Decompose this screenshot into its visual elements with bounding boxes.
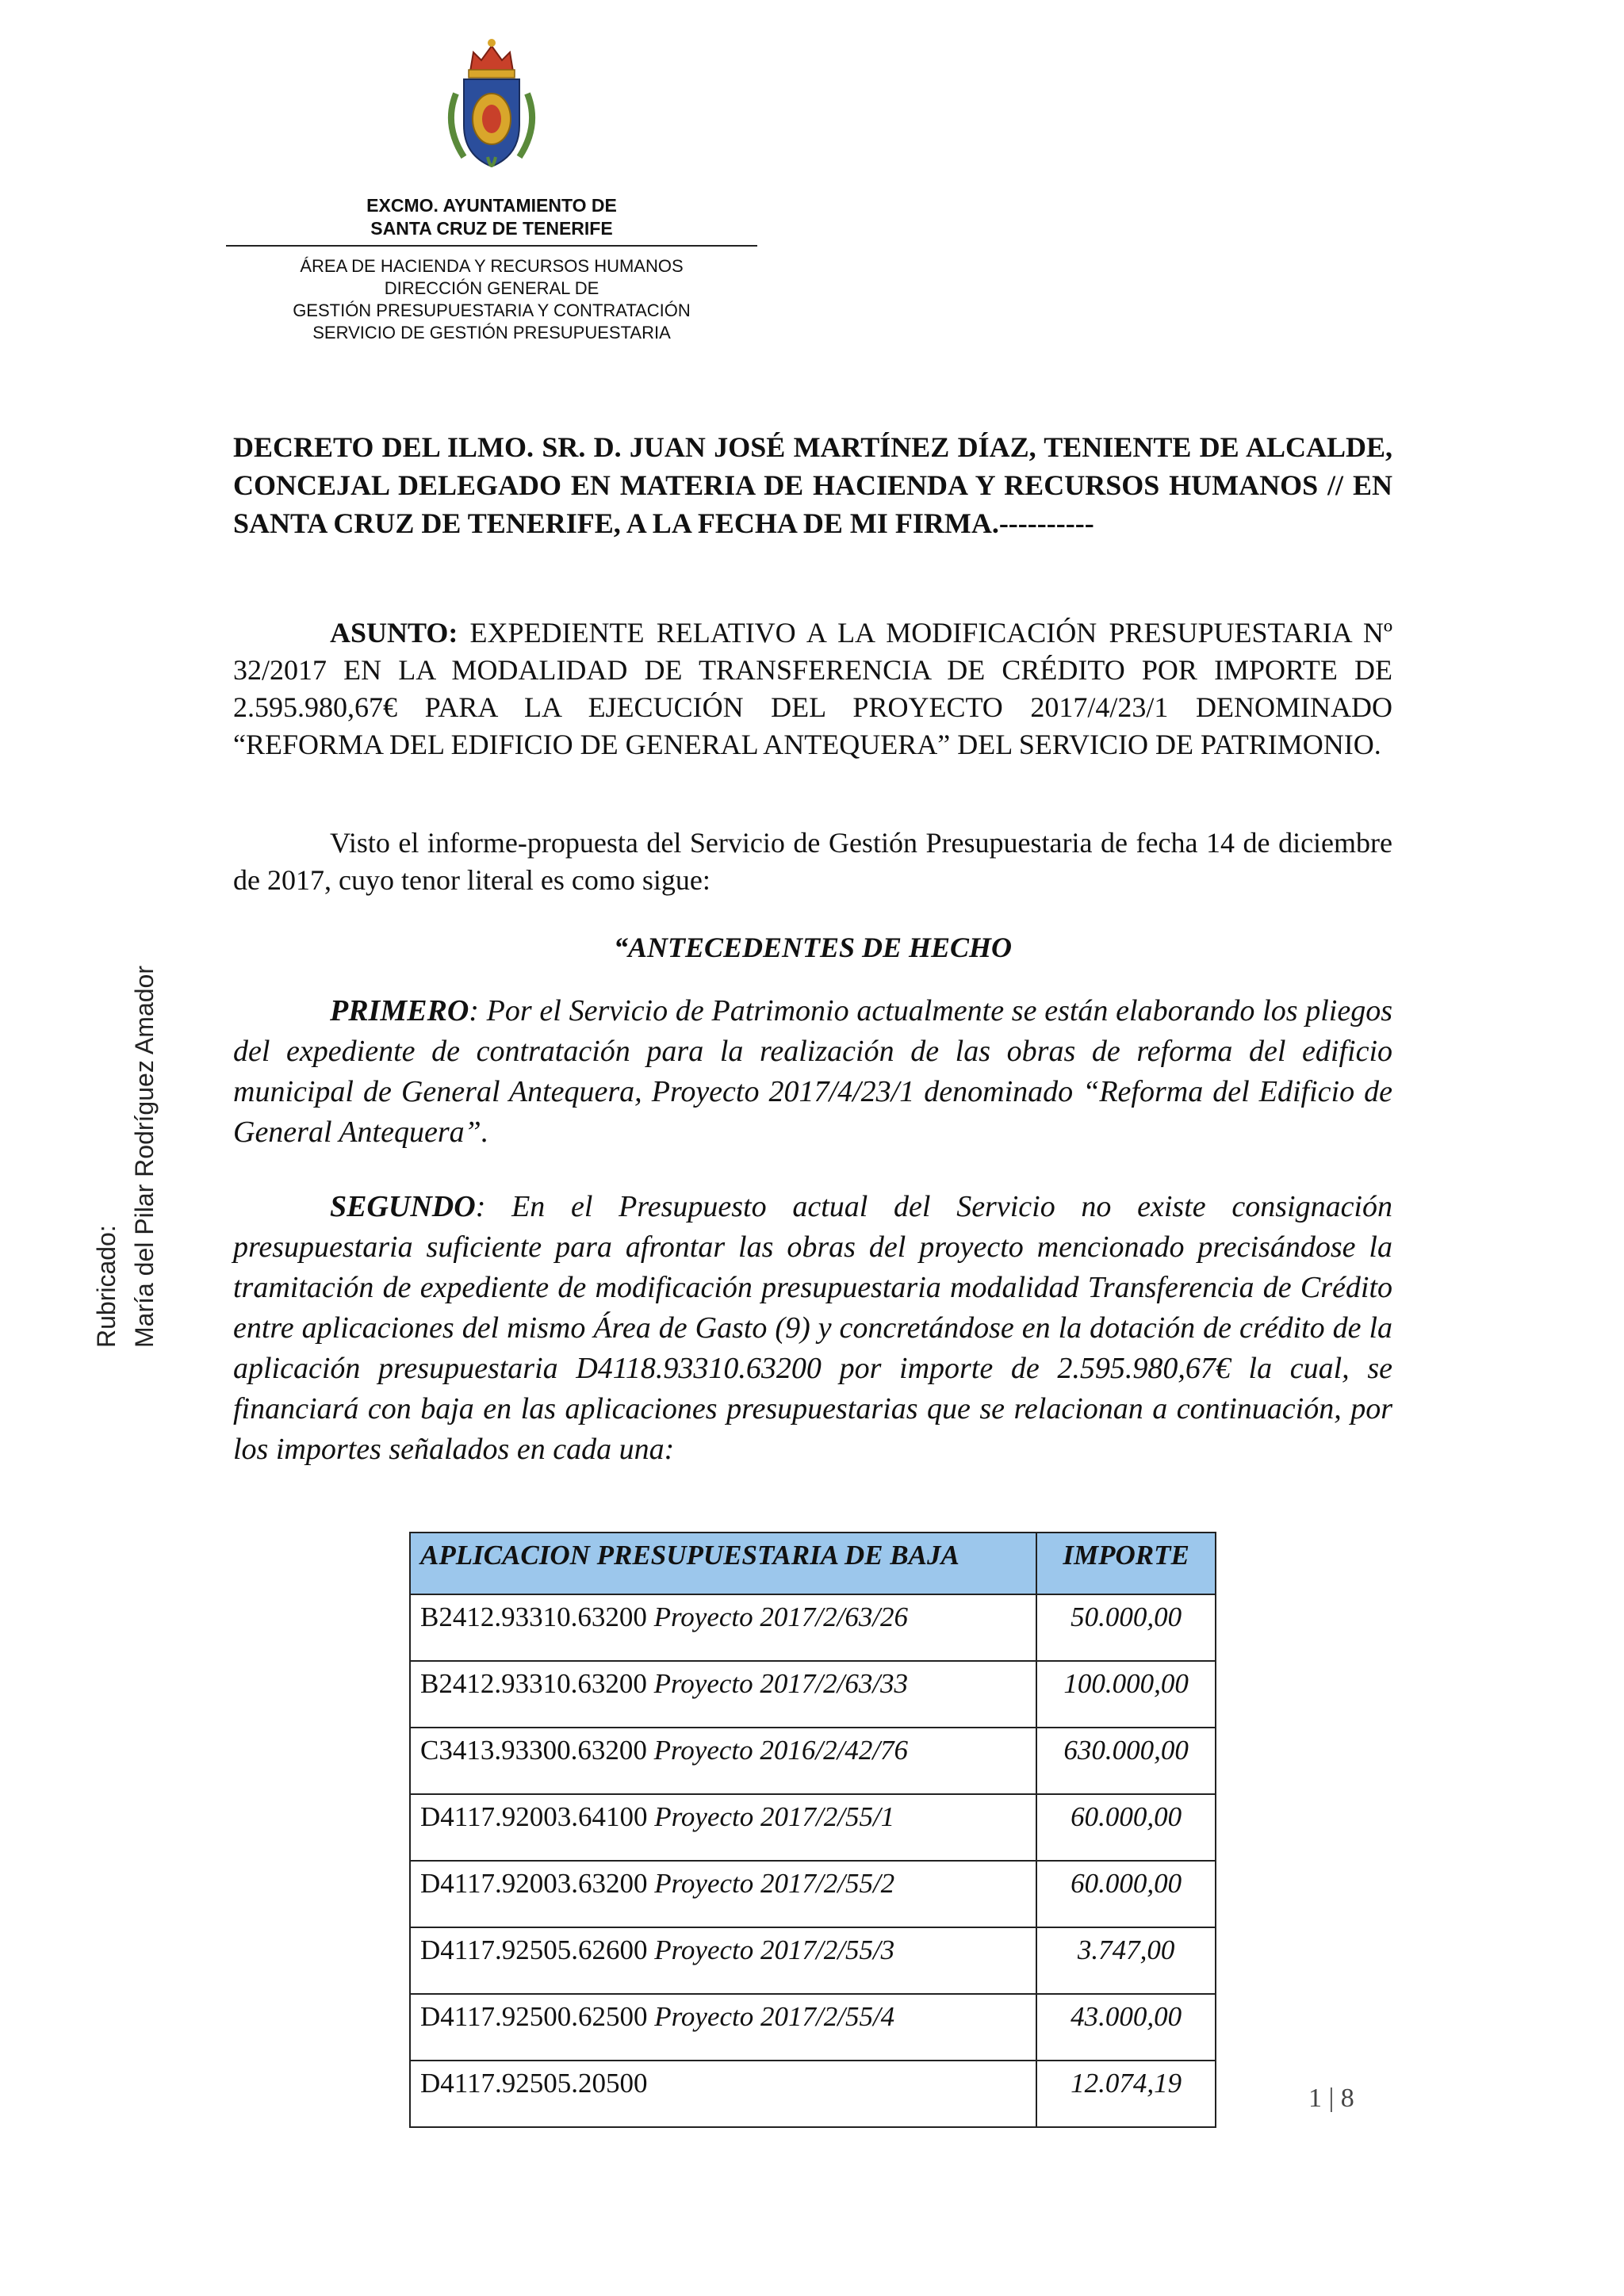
- table-row: [410, 1861, 1216, 1927]
- table-row: [410, 1794, 1216, 1861]
- organization-name: [226, 194, 757, 240]
- section-title: “ANTECEDENTES DE HECHO: [613, 932, 1013, 963]
- application-cell: [410, 1594, 1036, 1661]
- table-row: [410, 1994, 1216, 2061]
- application-code: C3413.93300.63200: [420, 1735, 647, 1766]
- project-reference: Proyecto 2017/2/55/2: [647, 1868, 895, 1899]
- amount-cell: 43.000,00: [1036, 1994, 1216, 2061]
- project-reference: Proyecto 2017/2/63/26: [653, 1601, 909, 1632]
- subject-paragraph: [233, 614, 1392, 763]
- header-divider: [226, 245, 757, 247]
- amount-cell: 630.000,00: [1036, 1728, 1216, 1794]
- application-cell: [410, 1661, 1036, 1728]
- amount-cell: 12.074,19: [1036, 2061, 1216, 2127]
- segundo-paragraph: [233, 1187, 1392, 1470]
- signature-block: [87, 966, 163, 1348]
- application-cell: [410, 2061, 1036, 2127]
- amount-cell: 100.000,00: [1036, 1661, 1216, 1728]
- application-code: D4117.92500.62500: [420, 2001, 648, 2032]
- project-reference: Proyecto 2017/2/63/33: [646, 1668, 909, 1699]
- table-row: [410, 1661, 1216, 1728]
- primero-paragraph: [233, 991, 1392, 1153]
- table-row: [410, 2061, 1216, 2127]
- application-cell: [410, 1728, 1036, 1794]
- amount-cell: 60.000,00: [1036, 1861, 1216, 1927]
- primero-label: PRIMERO: [330, 994, 469, 1027]
- application-code: B2412.93310.63200: [420, 1668, 647, 1699]
- application-code: D4117.92003.63200: [420, 1868, 648, 1899]
- dept-line-1: ÁREA DE HACIENDA Y RECURSOS HUMANOS: [300, 256, 684, 276]
- table-row: [410, 1728, 1216, 1794]
- subject-text: EXPEDIENTE RELATIVO A LA MODIFICACIÓN PRESUPUESTARIA Nº 32/2017 EN LA MODALIDAD DE TRANSFERENCIA DE CRÉDITO POR IMPORTE DE 2.595.980,67€ PARA LA EJECUCIÓN DEL PROYECTO 2017/4/23/1 DENOMINADO “REFORMA DEL EDIFICIO DE GENERAL ANTEQUERA” DEL SERVICIO DE PATRIMONIO.: [233, 617, 1392, 760]
- application-code: D4117.92505.20500: [420, 2068, 648, 2099]
- application-cell: [410, 1927, 1036, 1994]
- table-row: [410, 1594, 1216, 1661]
- segundo-text: : En el Presupuesto actual del Servicio no existe consignación presupuestaria suficiente para afrontar las obras del proyecto mencionado precisándose la tramitación de expediente de modificación presupuestaria modalidad Transferencia de Crédito entre aplicaciones del mismo Área de Gasto (9) y concretándose en la dotación de crédito de la aplicación presupuestaria D4118.93310.63200 por importe de 2.595.980,67€ la cual, se financiará con baja en las aplicaciones presupuestarias que se relacionan a continuación, por los importes señalados en cada una:: [233, 1190, 1392, 1466]
- primero-text: : Por el Servicio de Patrimonio actualmente se están elaborando los pliegos del expediente de contratación para la realización de las obras de reforma del edificio municipal de General Antequera, Proyecto 2017/4/23/1 denominado “Reforma del Edificio de General Antequera”.: [233, 994, 1392, 1149]
- project-reference: Proyecto 2016/2/42/76: [646, 1735, 909, 1766]
- amount-cell: 3.747,00: [1036, 1927, 1216, 1994]
- department-block: [226, 255, 757, 344]
- org-line-1: EXCMO. AYUNTAMIENTO DE: [366, 195, 617, 216]
- amount-cell: 50.000,00: [1036, 1594, 1216, 1661]
- page-number: 1 | 8: [1308, 2084, 1354, 2113]
- dept-line-4: SERVICIO DE GESTIÓN PRESUPUESTARIA: [312, 323, 671, 342]
- visto-paragraph: [233, 825, 1392, 899]
- segundo-label: SEGUNDO: [330, 1190, 476, 1223]
- project-reference: Proyecto 2017/2/55/3: [647, 1934, 895, 1965]
- amount-cell: 60.000,00: [1036, 1794, 1216, 1861]
- visto-text: Visto el informe-propuesta del Servicio de Gestión Presupuestaria de fecha 14 de diciembre de 2017, cuyo tenor literal es como sigue:: [233, 827, 1392, 896]
- application-cell: [410, 1994, 1036, 2061]
- budget-table: [409, 1532, 1216, 2128]
- column-header-application: APLICACION PRESUPUESTARIA DE BAJA: [410, 1533, 1036, 1594]
- application-code: D4117.92505.62600: [420, 1934, 648, 1965]
- table-header-row: [410, 1533, 1216, 1594]
- municipal-coat-of-arms-icon: [432, 30, 551, 181]
- application-code: D4117.92003.64100: [420, 1801, 648, 1832]
- application-cell: [410, 1861, 1036, 1927]
- table-row: [410, 1927, 1216, 1994]
- org-line-2: SANTA CRUZ DE TENERIFE: [370, 218, 613, 239]
- decree-heading: DECRETO DEL ILMO. SR. D. JUAN JOSÉ MARTÍNEZ DÍAZ, TENIENTE DE ALCALDE, CONCEJAL DELEGADO EN MATERIA DE HACIENDA Y RECURSOS HUMANOS // EN SANTA CRUZ DE TENERIFE, A LA FECHA DE MI FIRMA.----------: [233, 431, 1392, 539]
- signature-label: Rubricado:: [92, 1225, 121, 1348]
- signature-name: María del Pilar Rodríguez Amador: [130, 966, 159, 1348]
- project-reference: Proyecto 2017/2/55/4: [647, 2001, 895, 2032]
- application-cell: [410, 1794, 1036, 1861]
- dept-line-3: GESTIÓN PRESUPUESTARIA Y CONTRATACIÓN: [293, 300, 691, 320]
- dept-line-2: DIRECCIÓN GENERAL DE: [384, 278, 599, 298]
- subject-label: ASUNTO:: [330, 617, 458, 649]
- application-code: B2412.93310.63200: [420, 1601, 654, 1632]
- project-reference: Proyecto 2017/2/55/1: [647, 1801, 895, 1832]
- column-header-amount: IMPORTE: [1036, 1533, 1216, 1594]
